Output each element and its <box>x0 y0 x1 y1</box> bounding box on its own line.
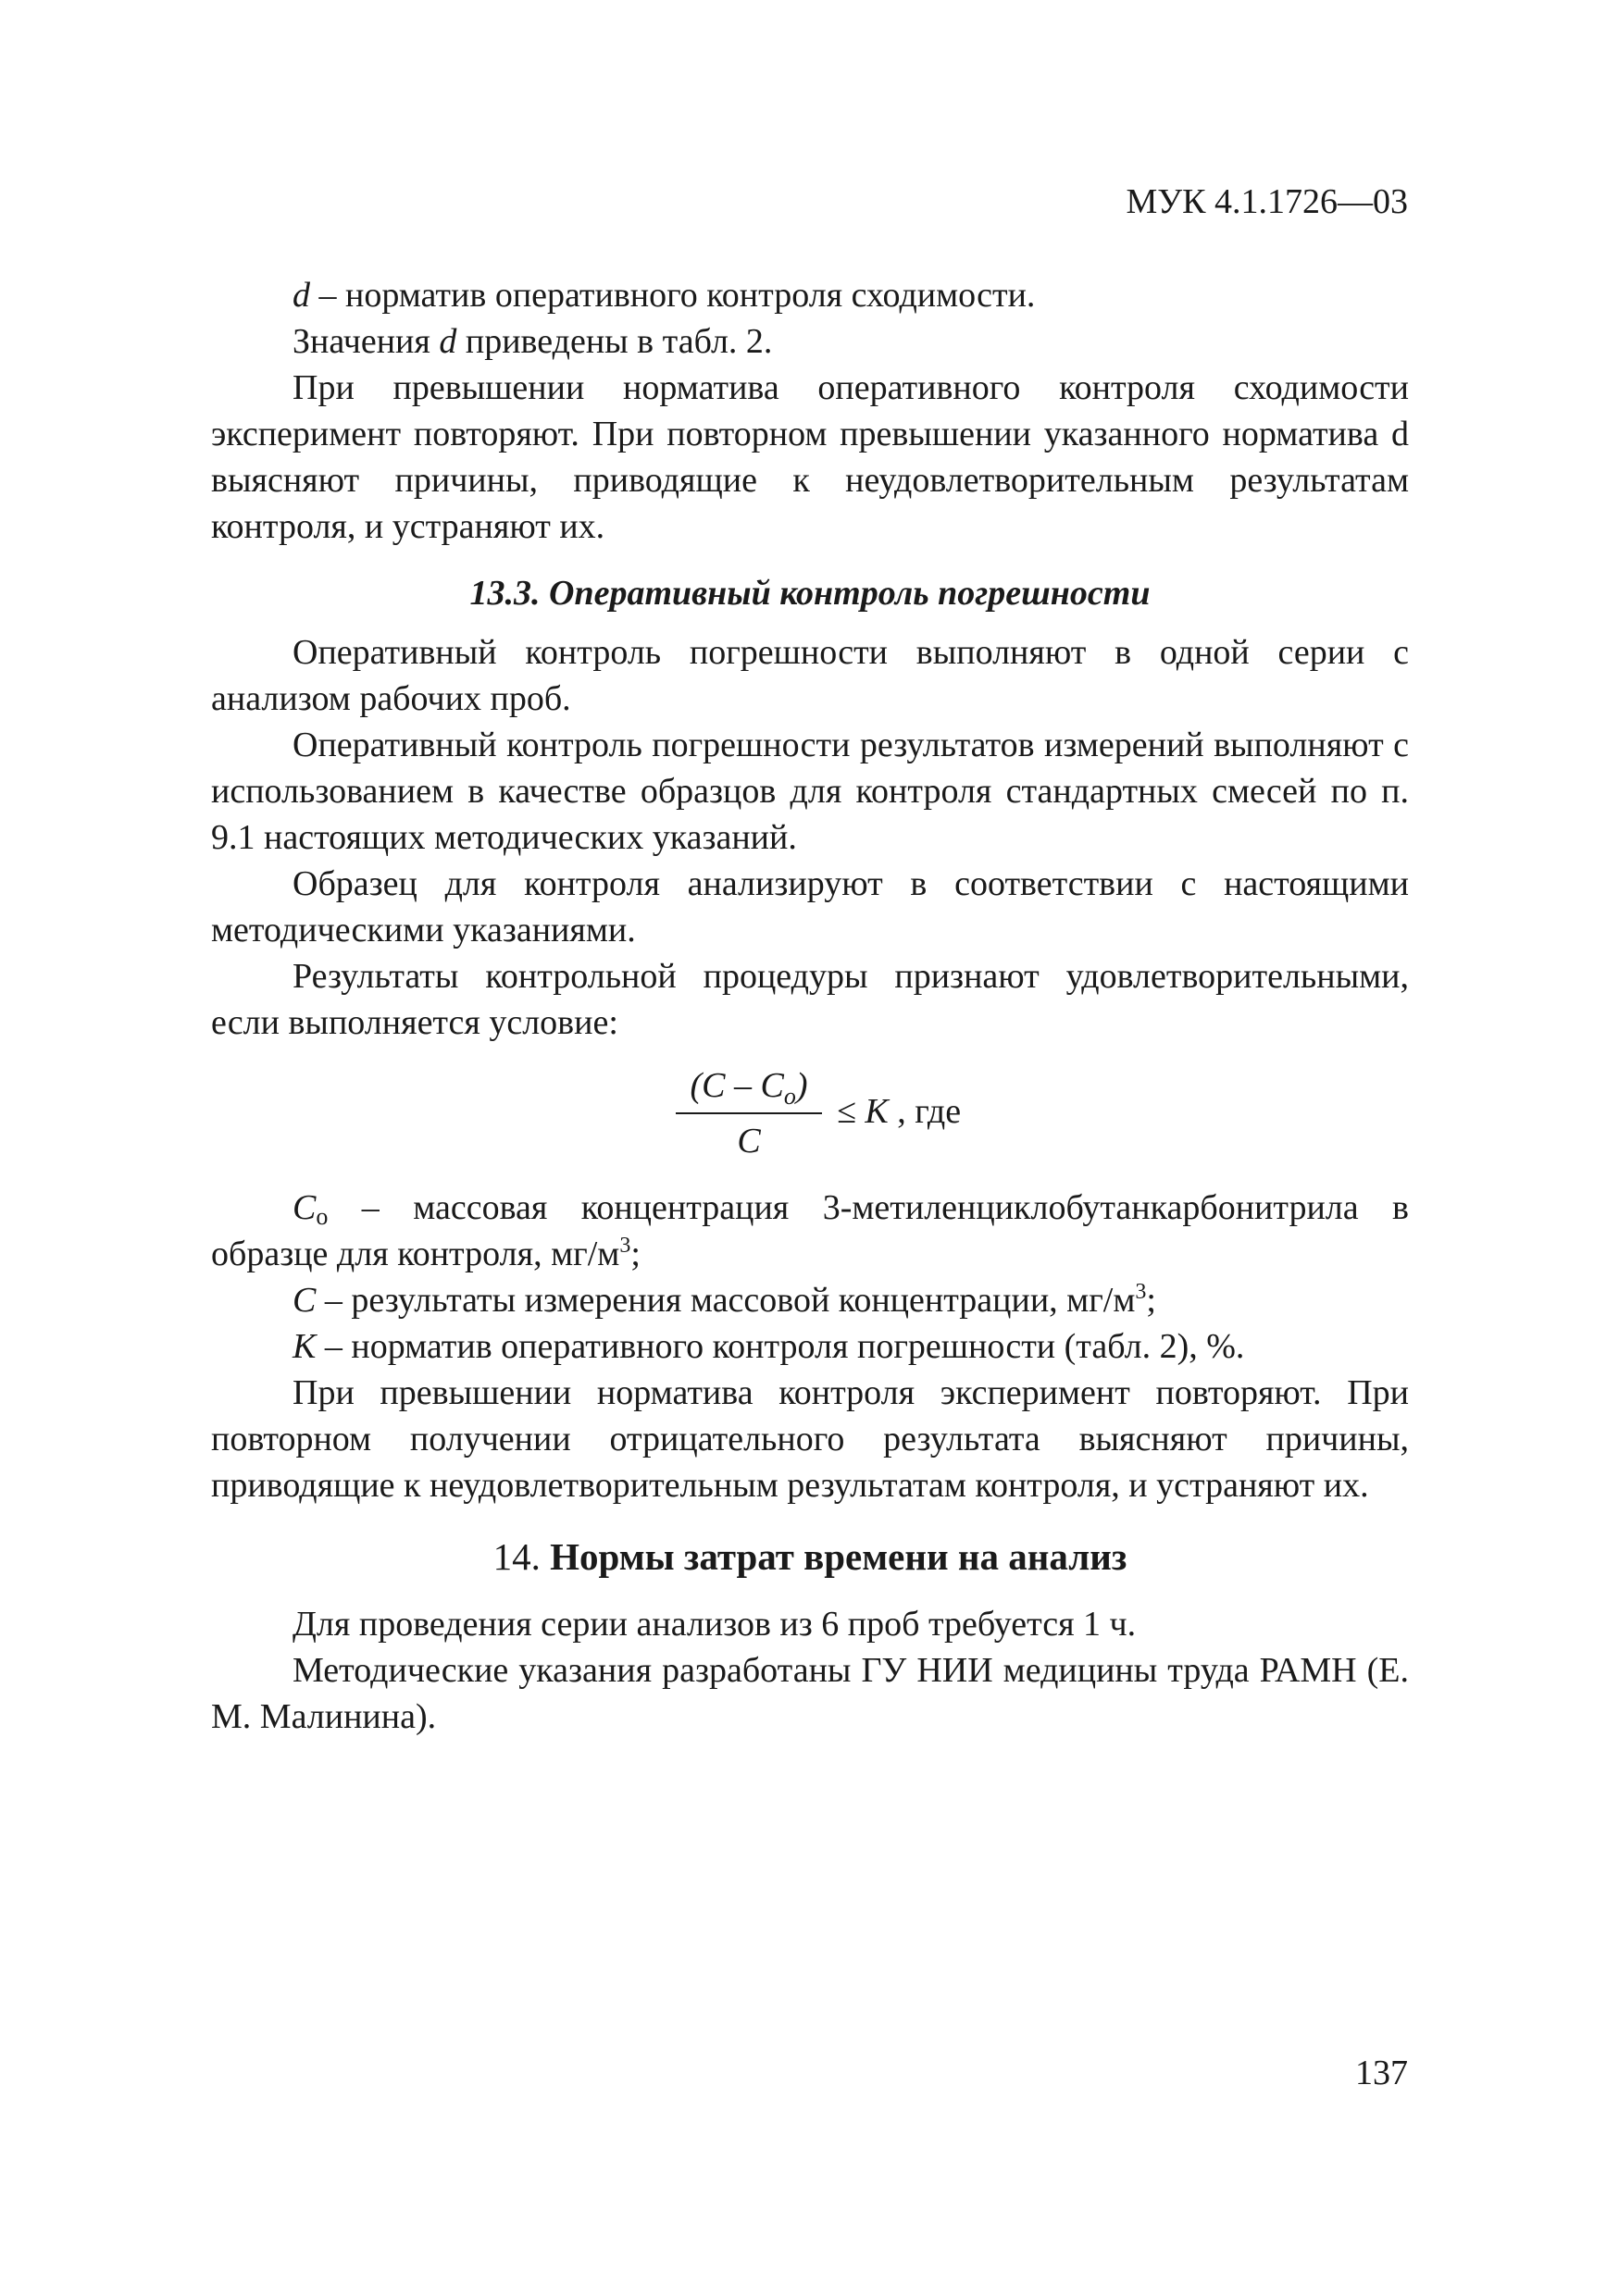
d-values-note: Значения d приведены в табл. 2. <box>293 322 773 361</box>
control-formula <box>211 1064 1409 1172</box>
co-definition: Cо – массовая концентрация 3-метиленциклобутанкарбонитрила в образце для контроля, $мг/м^3$; <box>211 1188 1409 1273</box>
section-14-title: 14. Нормы затрат времени на анализ <box>492 1535 1127 1578</box>
section-14-p1: Для проведения серии анализов из 6 проб требуется 1 ч. <box>293 1605 1137 1644</box>
fraction-bar <box>676 1112 822 1114</box>
formula-fraction <box>676 1064 822 1162</box>
exceed-paragraph: При превышении норматива оперативного контроля сходимости эксперимент повторяют. При повторном превышении указанного норматива d выясняют причины, приводящие к неудовлетворительным результатам контроля, и устраняют их. <box>211 368 1409 546</box>
formula-numerator: $(C - C_o)$ <box>690 1066 808 1110</box>
exceed-paragraph-2: При превышении норматива контроля эксперимент повторяют. При повторном получении отрицательного результата выясняют причины, приводящие к неудовлетворительным результатам контроля, и устраняют их. <box>211 1373 1409 1505</box>
c-definition: C – результаты измерения массовой концентрации, $мг/м^3$; <box>293 1280 1156 1320</box>
k-definition: K – норматив оперативного контроля погрешности (табл. 2), %. <box>293 1327 1245 1366</box>
running-header: МУК 4.1.1726—03 <box>1126 182 1408 221</box>
page-number: 137 <box>1355 2054 1408 2092</box>
section-13-3-title: 13.3. Оперативный контроль погрешности <box>469 574 1151 613</box>
formula-relation: ≤ K , где <box>837 1092 962 1131</box>
formula-denominator: C <box>737 1122 761 1160</box>
section-13-3-p3: Образец для контроля анализируют в соответствии с настоящими методическими указаниями. <box>211 864 1409 949</box>
section-13-3-p2: Оперативный контроль погрешности результатов измерений выполняют с использованием в качестве образцов для контроля стандартных смесей по п. 9.1 настоящих методических указаний. <box>211 726 1409 857</box>
section-13-3-p4: Результаты контрольной процедуры признают удовлетворительными, если выполняется условие: <box>211 957 1409 1042</box>
d-definition: d – норматив оперативного контроля сходимости. <box>293 276 1036 315</box>
page-body <box>211 272 1409 1740</box>
section-13-3-p1: Оперативный контроль погрешности выполняют в одной серии с анализом рабочих проб. <box>211 633 1409 718</box>
section-14-p2: Методические указания разработаны ГУ НИИ медицины труда РАМН (Е. М. Малинина). <box>211 1651 1409 1736</box>
d-symbol: d <box>293 276 310 315</box>
